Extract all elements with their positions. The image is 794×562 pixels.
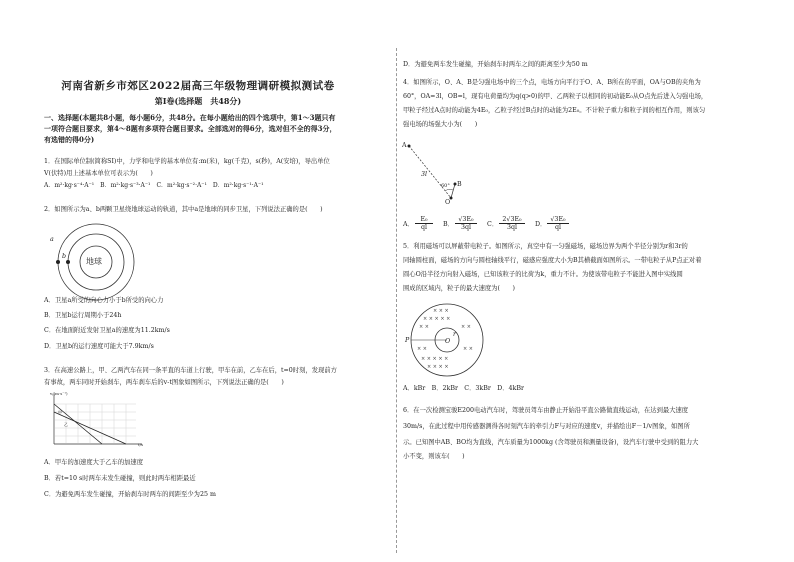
svg-text:× ×: × × xyxy=(417,346,427,352)
exam-title: 河南省新乡市郊区2022届高三年级物理调研模拟测试卷 xyxy=(61,80,335,92)
q3-option-c: C．为避免两车发生碰撞，开始刹车时两车的间距至少为25 m xyxy=(44,491,216,498)
svg-text:× × ×: × × × xyxy=(433,308,449,314)
section-instructions-line-3: 有选错的得0分) xyxy=(44,135,95,144)
satellite-a xyxy=(56,260,60,264)
left-column xyxy=(0,0,396,562)
q2-option-b: B．卫星b运行周期小于24h xyxy=(44,312,122,319)
q4-stem-line-1: 4．如图所示，O、A、B是匀强电场中的三个点，电场方向平行于O、A、B所在的平面，OA与OB的夹角为 xyxy=(403,79,701,86)
q2-option-c: C．在地面附近发射卫星a的速度为11.2km/s xyxy=(44,327,170,334)
q4-opt-d-letter: D． xyxy=(535,221,547,228)
q4-label-a: A xyxy=(402,142,407,149)
q6-stem-line-2: 30m/s，在此过程中用传感器测得各时刻汽车的牵引力F与对应的速度v，并描绘出F－1/v图象，如图所 xyxy=(403,423,690,430)
q4-opt-c-den: 3ql xyxy=(499,223,525,231)
svg-text:× ×: × × xyxy=(419,324,429,330)
q2-option-d: D．卫星b的运行速度可能大于7.9km/s xyxy=(44,343,154,350)
q5-label-p: P xyxy=(405,337,410,344)
q5-options: A．kBr B．2kBr C．3kBr D．4kBr xyxy=(403,385,524,392)
q6-stem-line-3: 示。已知图中AB、BO均为直线，汽车质量为1000kg (含驾驶员和测量设备)，设汽车行驶中受到的阻力大 xyxy=(403,439,699,446)
q5-stem-line-2: 同轴圆柱面，磁场的方向与圆柱轴线平行，磁感应强度大小为B其横截面如图所示。一带电粒子从P点正对着 xyxy=(403,257,702,264)
q4-opt-a-letter: A． xyxy=(403,221,414,228)
svg-text:× × × ×: × × × × xyxy=(427,364,449,370)
q4-label-angle: 60° xyxy=(441,183,450,189)
q4-opt-b-den: 3ql xyxy=(455,223,477,231)
q1-stem-line-2: V(伏特)用上述基本单位可表示为( ) xyxy=(44,170,153,177)
section-instructions-line-2: 一项符合题目要求，第4～8题有多项符合题目要求。全部选对的得6分，选对但不全的得3分， xyxy=(44,124,337,133)
q5-stem-line-1: 5．利用磁场可以屏蔽带电粒子。如图所示，真空中有一匀强磁场，磁场边界为两个半径分别为r和3r的 xyxy=(403,243,688,250)
q4-stem-line-2: 60°，OA=3l，OB=l，现有电荷量均为q(q>0)的甲、乙两粒子以相同的初动能E₀从O点先后进入匀强电场， xyxy=(403,93,708,100)
svg-text:× ×: × × xyxy=(461,324,471,330)
q3-option-b: B．若t=10 s时两车未发生碰撞，则此时两车相距最近 xyxy=(44,475,196,482)
q3-x-label: t/s xyxy=(138,442,144,447)
q5-label-o: O xyxy=(445,338,451,345)
q4-opt-c-letter: C． xyxy=(487,221,499,228)
q5-stem-line-3: 圆心O沿半径方向射入磁场，已知该粒子的比荷为k，重力不计。为使该带电粒子不能进入图中实线圆 xyxy=(403,271,683,278)
q1-options: A．m²·kg·s⁻⁴·A⁻¹ B．m²·kg·s⁻³·A⁻¹ C．m²·kg·s⁻²·A⁻¹ D．m²·kg·s⁻¹·A⁻¹ xyxy=(44,182,264,189)
q4-opt-b-frac xyxy=(455,216,477,231)
q4-label-o: O xyxy=(445,199,451,206)
q3-label-yi: 乙 xyxy=(64,422,68,427)
q4-opt-a-frac xyxy=(415,216,433,231)
q6-stem-line-1: 6．在一次检测宝骏E200电动汽车时，驾驶员驾车由静止开始沿平直公路做直线运动，在达到最大速度 xyxy=(403,407,689,414)
q4-opt-c-num: 2√3E₀ xyxy=(502,216,522,223)
q4-line-ob xyxy=(451,184,455,198)
q4-opt-b-num: √3E₀ xyxy=(458,216,474,223)
q4-stem-line-4: 强电场的场强大小为( ) xyxy=(403,121,478,128)
satellite-b xyxy=(66,260,70,264)
q5-label-r: r xyxy=(453,331,457,338)
q1-stem-line-1: 1．在国际单位制(简称SI)中，力学和电学的基本单位有:m(米)，kg(千克)，s(秒)，A(安培)，导出单位 xyxy=(44,158,330,165)
q4-opt-d-num: √3E₀ xyxy=(550,216,566,223)
q3-y-label: v/(m·s⁻¹) xyxy=(50,391,68,396)
right-column xyxy=(399,0,794,562)
q3-label-jia: 甲 xyxy=(58,410,62,415)
q3-stem-line-1: 3．在高速公路上，甲、乙两汽车在同一条平直的车道上行驶，甲车在前，乙车在后，t=0时刻，发现前方 xyxy=(44,367,337,374)
section-instructions-line-1: 一、选择题(本题共8小题，每小题6分，共48分。在每小题给出的四个选项中，第1～3题只有 xyxy=(44,113,336,122)
svg-text:× × × × ×: × × × × × xyxy=(423,316,451,322)
q2-option-a: A．卫星a所受的向心力小于b所受的向心力 xyxy=(44,297,164,304)
q3-option-d: D．为避免两车发生碰撞，开始刹车时两车之间的距离至少为50 m xyxy=(403,61,588,68)
column-divider xyxy=(396,48,397,553)
q2-label-a: a xyxy=(50,236,54,243)
q2-stem: 2．如图所示为a、b两颗卫星绕地球运动的轨道，其中a是地球的同步卫星，下列说法正确的是( ) xyxy=(44,206,323,213)
q4-point-a xyxy=(408,145,411,148)
q6-stem-line-4: 小不变，则该车( ) xyxy=(403,453,465,460)
q2-label-b: b xyxy=(62,253,67,260)
svg-text:× × × × ×: × × × × × xyxy=(421,356,449,362)
q5-stem-line-4: 围成的区域内，粒子的最大速度为( ) xyxy=(403,285,515,292)
svg-text:× ×: × × xyxy=(463,346,473,352)
q4-stem-line-3: 甲粒子经过A点时的动能为4E₀，乙粒子经过B点时的动能为2E₀。不计粒子重力和粒子间的相互作用，则该匀 xyxy=(403,107,706,114)
q2-earth-label: 地球 xyxy=(86,257,102,266)
q4-opt-d-frac xyxy=(547,216,569,231)
q4-label-b: B xyxy=(457,181,462,188)
q3-option-a: A．甲车的加速度大于乙车的加速度 xyxy=(44,459,144,466)
q4-opt-b-letter: B． xyxy=(443,221,454,228)
q3-stem-line-2: 有事故，两车同时开始刹车，两车刹车后的v-t图象如图所示，下列说法正确的是( ) xyxy=(44,379,284,386)
q4-opt-a-den: ql xyxy=(415,223,433,231)
q3-vt-graph xyxy=(46,392,146,452)
q4-opt-c-frac xyxy=(499,216,525,231)
q4-opt-d-den: ql xyxy=(547,223,569,231)
part-heading: 第Ⅰ卷(选择题 共48分) xyxy=(154,96,242,106)
q4-opt-a-num: E₀ xyxy=(420,216,428,223)
q4-label-3l: 3l xyxy=(421,171,428,178)
